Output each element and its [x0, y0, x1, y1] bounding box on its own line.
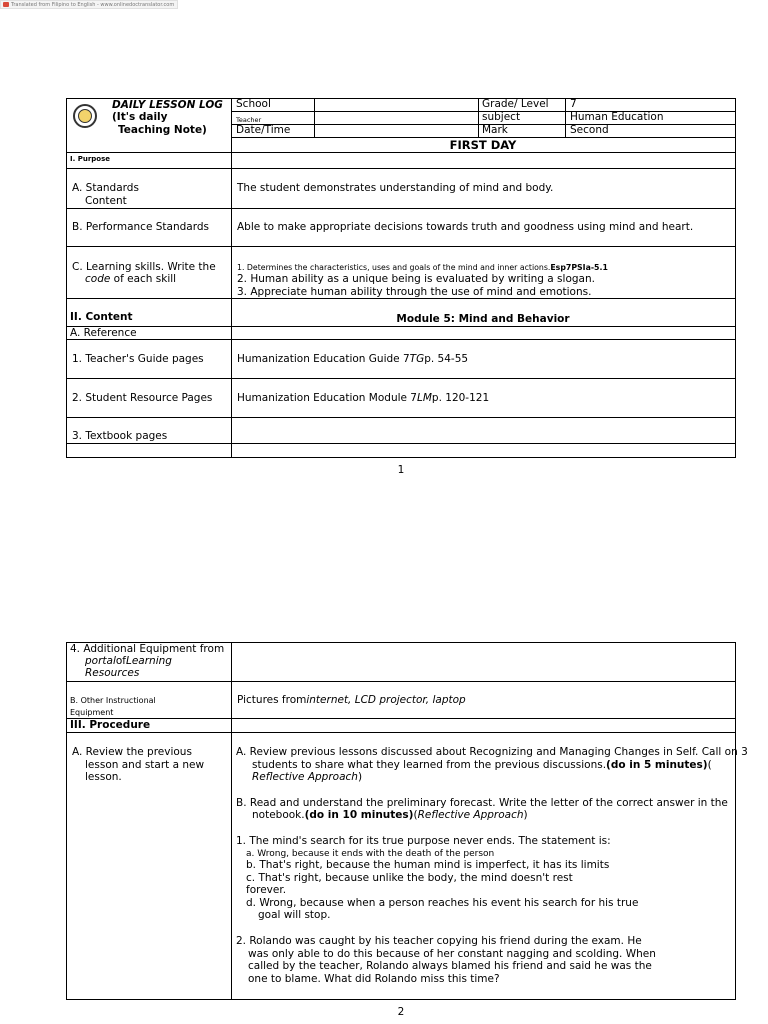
textbook-label: 3. Textbook pages	[72, 430, 168, 442]
row-line	[66, 246, 735, 247]
standards-label: Content	[85, 195, 127, 207]
reference-heading: A. Reference	[70, 327, 137, 339]
question-1-choice: b. That's right, because the human mind is imperfect, it has its limits	[246, 859, 610, 871]
mark-value: Second	[570, 124, 609, 136]
subject-label: subject	[482, 111, 521, 123]
row-line	[66, 326, 735, 327]
purpose-heading: I. Purpose	[70, 155, 111, 163]
row-line	[66, 443, 735, 444]
skill-item: 1. Determines the characteristics, uses and goals of the mind and inner actions.Esp7PSIa-5.1	[237, 263, 608, 272]
row-line	[66, 718, 735, 719]
grade-value: 7	[570, 98, 577, 110]
tg-label: 1. Teacher's Guide pages	[72, 353, 204, 365]
log-subtitle: (It's daily	[112, 111, 168, 123]
procedure-a-text: Reflective Approach)	[252, 771, 363, 783]
row-line	[66, 339, 735, 340]
performance-value: Able to make appropriate decisions towards truth and goodness using mind and heart.	[237, 221, 694, 233]
skill-item: 3. Appreciate human ability through the use of mind and emotions.	[237, 286, 592, 298]
page-number: 1	[397, 464, 405, 476]
skill-item: 2. Human ability as a unique being is evaluated by writing a slogan.	[237, 273, 595, 285]
page-number: 2	[397, 1006, 405, 1018]
day-heading: FIRST DAY	[449, 138, 517, 152]
procedure-b-text: notebook.(do in 10 minutes)(Reflective Approach)	[252, 809, 528, 821]
standards-label: A. Standards	[72, 182, 139, 194]
tg-value: Humanization Education Guide 7TGp. 54-55	[237, 353, 469, 365]
banner-text: Translated from Filipino to English - www.onlinedoctranslator.com	[11, 1, 175, 8]
question-1-choice: forever.	[246, 884, 287, 896]
datetime-label: Date/Time	[236, 124, 291, 136]
translator-icon	[3, 2, 9, 7]
school-label: School	[236, 98, 271, 110]
header-divider	[565, 98, 566, 138]
procedure-heading: III. Procedure	[70, 719, 151, 731]
review-label: A. Review the previous	[72, 746, 192, 758]
question-2: one to blame. What did Rolando miss this time?	[248, 973, 500, 985]
content-value: Module 5: Mind and Behavior	[396, 313, 570, 325]
skills-label: C. Learning skills. Write the	[72, 261, 216, 273]
procedure-a-text: students to share what they learned from the previous discussions.(do in 5 minutes)(	[252, 759, 712, 771]
skills-label: code of each skill	[85, 273, 177, 285]
row-line	[66, 681, 735, 682]
mark-label: Mark	[482, 124, 508, 136]
review-label: lesson.	[85, 771, 122, 783]
question-1-choice: d. Wrong, because when a person reaches his event his search for his true	[246, 897, 639, 909]
question-2: 2. Rolando was caught by his teacher copying his friend during the exam. He	[236, 935, 642, 947]
other-equipment-value: Pictures frominternet, LCD projector, laptop	[237, 694, 466, 706]
question-1-choice: c. That's right, because unlike the body, the mind doesn't rest	[246, 872, 573, 884]
column-divider	[231, 642, 232, 1000]
review-label: lesson and start a new	[85, 759, 205, 771]
row-line	[66, 152, 735, 153]
teacher-label: Teacher	[236, 116, 262, 124]
row-line	[66, 732, 735, 733]
addl-equipment-label: Resources	[85, 667, 140, 679]
question-2: was only able to do this because of her constant nagging and scolding. When	[248, 948, 656, 960]
procedure-a-text: A. Review previous lessons discussed about Recognizing and Managing Changes in Self. Call on 3	[236, 746, 748, 758]
addl-equipment-label: 4. Additional Equipment from	[70, 643, 225, 655]
header-divider	[314, 98, 315, 138]
question-1-choice: a. Wrong, because it ends with the death of the person	[246, 849, 495, 859]
lm-label: 2. Student Resource Pages	[72, 392, 213, 404]
addl-equipment-label: portalofLearning	[85, 655, 172, 667]
deped-seal-icon	[73, 104, 97, 128]
skill-code: Esp7PSIa-5.1	[550, 263, 608, 272]
row-line	[66, 208, 735, 209]
translation-banner[interactable]	[0, 0, 178, 9]
procedure-b-text: B. Read and understand the preliminary forecast. Write the letter of the correct answer in the	[236, 797, 728, 809]
question-1-choice: goal will stop.	[258, 909, 331, 921]
question-1: 1. The mind's search for its true purpose never ends. The statement is:	[236, 835, 611, 847]
skills-label-code: code	[85, 273, 111, 285]
row-line	[66, 168, 735, 169]
question-2: called by the teacher, Rolando always blamed his friend and said he was the	[248, 960, 652, 972]
header-divider	[478, 98, 479, 138]
grade-label: Grade/ Level	[482, 98, 549, 110]
other-equipment-label: Equipment	[70, 708, 114, 717]
content-heading: II. Content	[70, 311, 133, 323]
row-line	[66, 378, 735, 379]
log-title: DAILY LESSON LOG	[112, 99, 223, 111]
lm-value: Humanization Education Module 7LMp. 120-121	[237, 392, 490, 404]
row-line	[66, 417, 735, 418]
subject-value: Human Education	[570, 111, 664, 123]
log-subtitle: Teaching Note)	[118, 124, 207, 136]
other-equipment-label: B. Other Instructional	[70, 696, 156, 705]
performance-label: B. Performance Standards	[72, 221, 209, 233]
standards-value: The student demonstrates understanding of mind and body.	[237, 182, 554, 194]
